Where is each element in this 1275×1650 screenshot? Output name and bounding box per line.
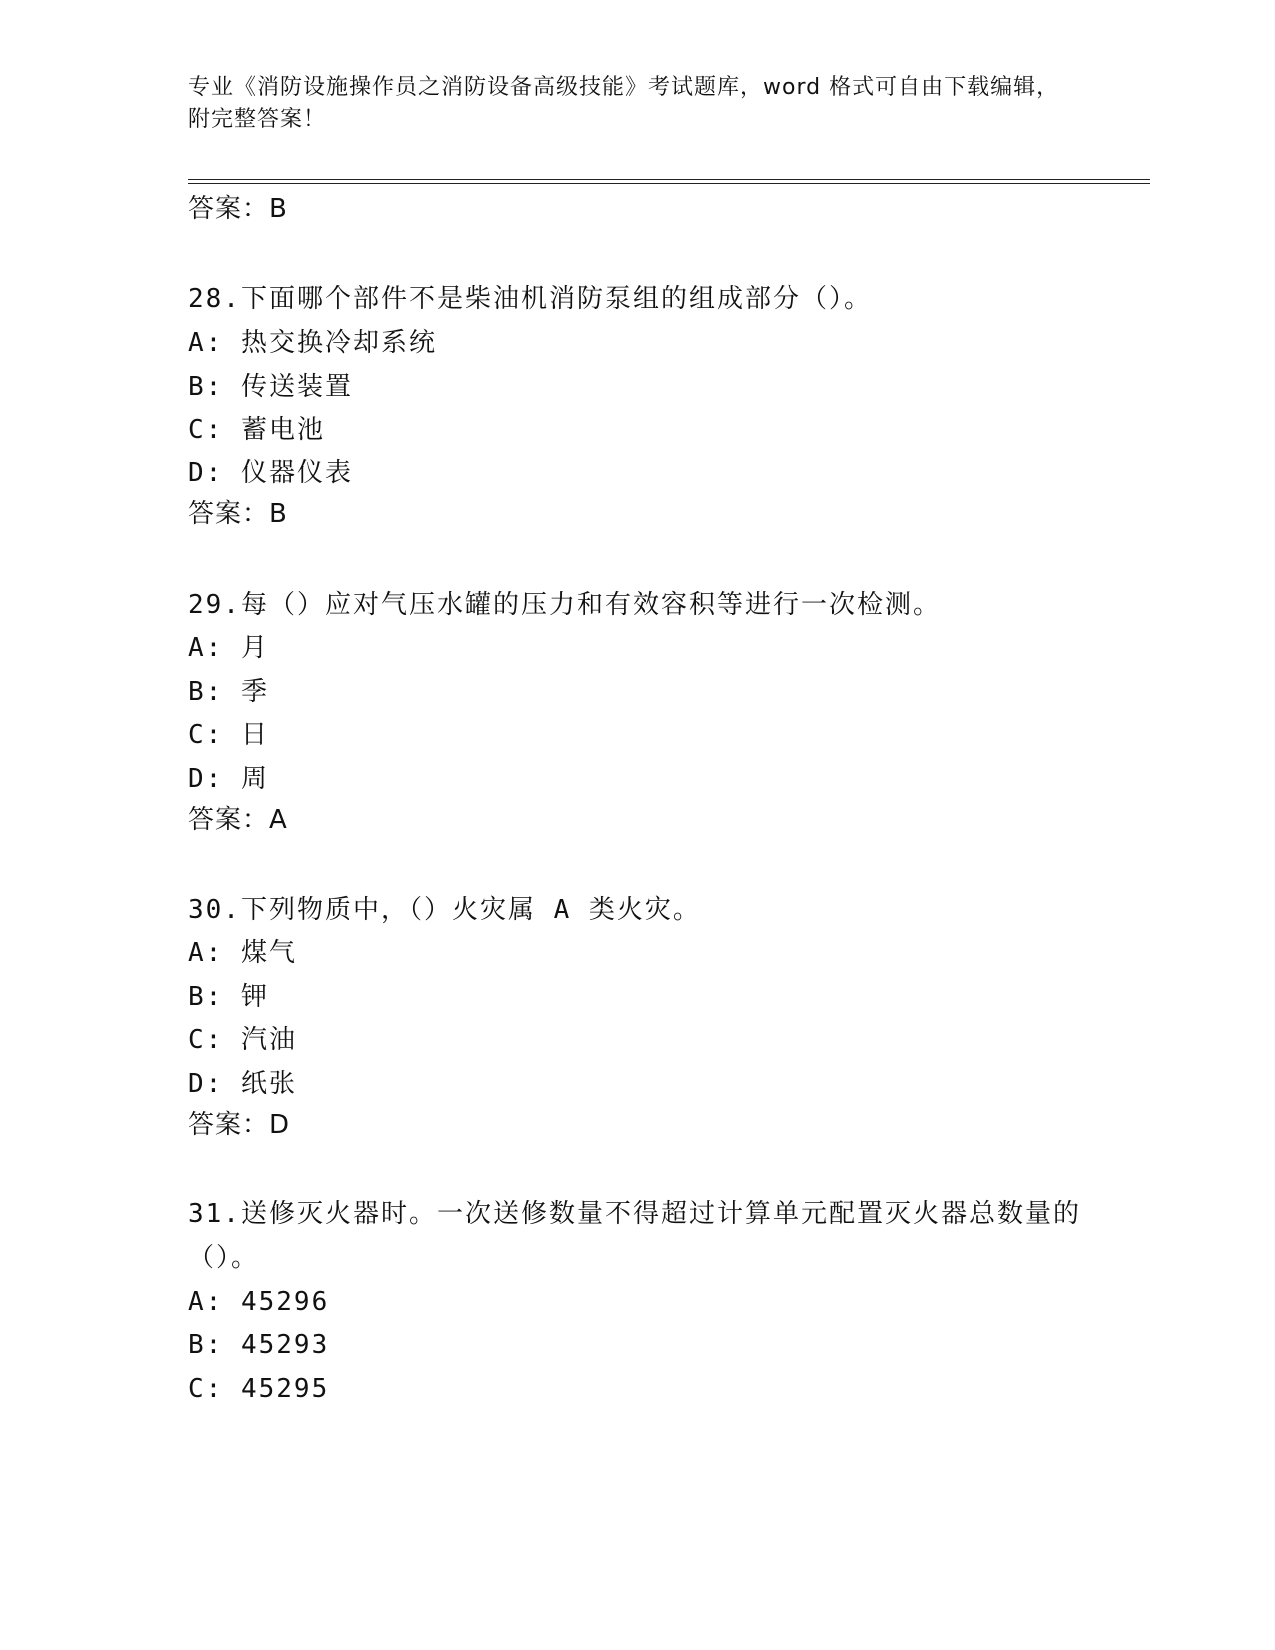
header-note: 专业《消防设施操作员之消防设备高级技能》考试题库，word 格式可自由下载编辑，附完整答案！ <box>188 75 1060 132</box>
question-30-answer: 答案：D <box>188 1110 291 1140</box>
question-30-stem: 30.下列物质中，（）火灾属 A 类火灾。 <box>188 895 701 925</box>
question-30-option-c: C: 汽油 <box>188 1025 297 1055</box>
question-29-stem: 29.每（）应对气压水罐的压力和有效容积等进行一次检测。 <box>188 590 941 620</box>
question-29-answer: 答案：A <box>188 805 288 835</box>
question-29-option-a: A: 月 <box>188 633 269 663</box>
question-28-option-a: A: 热交换冷却系统 <box>188 328 437 358</box>
question-28-option-b: B: 传送装置 <box>188 372 353 402</box>
question-29-option-c: C: 日 <box>188 720 269 750</box>
question-30-option-d: D: 纸张 <box>188 1069 297 1099</box>
question-28-stem: 28.下面哪个部件不是柴油机消防泵组的组成部分（）。 <box>188 284 872 314</box>
question-31-stem: 31.送修灭火器时。一次送修数量不得超过计算单元配置灭火器总数量的（）。 <box>188 1199 1081 1273</box>
question-29-option-b: B: 季 <box>188 677 269 707</box>
question-30-option-b: B: 钾 <box>188 982 269 1012</box>
question-30-option-a: A: 煤气 <box>188 938 297 968</box>
question-29-option-d: D: 周 <box>188 764 269 794</box>
question-31-option-a: A: 45296 <box>188 1287 330 1317</box>
header-divider <box>188 179 1150 180</box>
question-31-option-b: B: 45293 <box>188 1330 330 1360</box>
question-28-option-d: D: 仪器仪表 <box>188 458 353 488</box>
answer-prev: 答案：B <box>188 194 288 224</box>
header-divider-double <box>188 183 1150 184</box>
question-28-option-c: C: 蓄电池 <box>188 415 325 445</box>
question-28-answer: 答案：B <box>188 499 288 529</box>
question-31-option-c: C: 45295 <box>188 1374 330 1404</box>
